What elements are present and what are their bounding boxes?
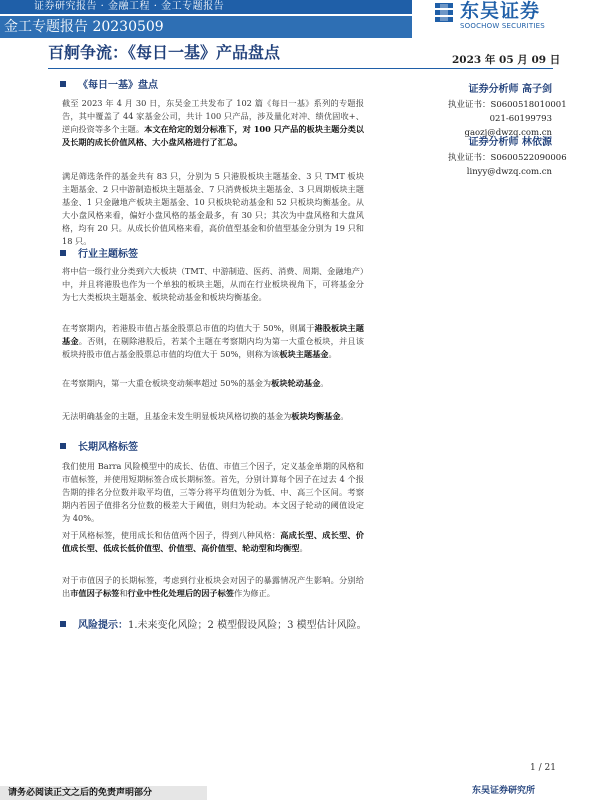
section-heading-overview: 《每日一基》盘点 bbox=[60, 79, 158, 93]
report-title: 百舸争流：《每日一基》产品盘点 bbox=[48, 43, 281, 62]
paragraph-industry-2: 在考察期内，若港股市值占基金股票总市值的均值大于 50%，则属于港股板块主题基金。否则，在剔除港股后，若某个主题在考察期内均为第一大重仓板块，并且该板块持股市值占基金股票总市值的均值大于 50%，则称为该板块主题基金。 bbox=[62, 323, 364, 359]
paragraph-industry-3: 在考察期内，第一大重仓板块变动频率超过 50%的基金为板块轮动基金。 bbox=[62, 378, 329, 388]
paragraph-overview-1: 截至 2023 年 4 月 30 日，东吴金工共发布了 102 篇《每日一基》系列的专题报告，其中覆盖了 44 家基金公司，共计 100 只产品，涉及量化对冲、绩优固收+、逆向投资等多个主题。本文在给定的划分标准下，对 100 只产品的板块主题分类以及长期的成长价值风格、大小盘风格进行了汇总。 bbox=[62, 98, 364, 147]
disclaimer-bar bbox=[0, 786, 207, 800]
paragraph-industry-1: 将中信一级行业分类到六大板块（TMT、中游制造、医药、消费、周期、金融地产）中，并且将港股也作为一个单独的板块主题，从而在行业板块视角下，可将基金分为七大类板块主题基金、板块轮动基金和板块均衡基金。 bbox=[62, 266, 364, 302]
paragraph-industry-4: 无法明确基金的主题，且基金未发生明显板块风格切换的基金为板块均衡基金。 bbox=[62, 411, 349, 421]
page-number: 1 / 21 bbox=[530, 763, 556, 773]
analyst-cert: 执业证书：S0600518010001 bbox=[448, 100, 567, 110]
company-logo bbox=[420, 0, 580, 34]
top-banner bbox=[0, 0, 412, 14]
analyst-phone: 021-60199793 bbox=[489, 114, 552, 124]
paragraph-style-1: 我们使用 Barra 风险模型中的成长、估值、市值三个因子，定义基金单期的风格和市值标签，并使用短期标签合成长期标签。首先，分别计算每个因子在过去 4 个报告期的排名分位数并取平均值，三等分将平均值划分为低、中、高三个区间。考察期内若因子值排名分位数的极差大于阈值，则归为轮动。本文因子轮动的阈值设定为 40%。 bbox=[62, 461, 364, 523]
bullet-square-icon bbox=[60, 621, 66, 627]
risk-warning: 风险提示：1.未来变化风险；2 模型假设风险；3 模型估计风险。 bbox=[60, 619, 367, 633]
analyst-card-2 bbox=[448, 135, 567, 179]
analyst-title: 证券分析师 高子剑 bbox=[468, 84, 552, 95]
section-heading-industry-theme: 行业主题标签 bbox=[60, 248, 138, 262]
report-date: 2023 年 05 月 09 日 bbox=[452, 54, 561, 66]
bullet-square-icon bbox=[60, 250, 66, 256]
paragraph-style-3: 对于市值因子的长期标签，考虑到行业板块会对因子的暴露情况产生影响。分别给出市值因子标签和行业中性化处理后的因子标签作为修正。 bbox=[62, 575, 364, 598]
analyst-cert: 执业证书：S0600522090006 bbox=[448, 153, 567, 163]
analyst-title: 证券分析师 林依源 bbox=[468, 137, 552, 148]
disclaimer-text: 请务必阅读正文之后的免责声明部分 bbox=[8, 788, 153, 798]
logo-text-en: SOOCHOW SECURITIES bbox=[460, 22, 545, 30]
report-tag-banner bbox=[0, 16, 412, 38]
bullet-square-icon bbox=[60, 443, 66, 449]
report-category: 证券研究报告 · 金融工程 · 金工专题报告 bbox=[34, 1, 225, 12]
analyst-email[interactable]: linyy@dwzq.com.cn bbox=[466, 167, 552, 177]
bullet-square-icon bbox=[60, 81, 66, 87]
report-tag: 金工专题报告 20230509 bbox=[4, 19, 164, 35]
logo-mark-icon bbox=[434, 2, 454, 24]
title-divider bbox=[48, 68, 553, 69]
paragraph-style-2: 对于风格标签，使用成长和估值两个因子，得到八种风格：高成长型、成长型、价值成长型、低成长低价值型、价值型、高价值型、轮动型和均衡型。 bbox=[62, 530, 364, 553]
analyst-email[interactable]: gaozj@dwzq.com.cn bbox=[464, 128, 552, 138]
analyst-card-1 bbox=[448, 82, 567, 140]
paragraph-overview-2: 满足筛选条件的基金共有 83 只，分别为 5 只港股板块主题基金、3 只 TMT 板块主题基金、2 只中游制造板块主题基金、7 只消费板块主题基金、3 只周期板块主题基金、1 只金融地产板块主题基金、10 只板块轮动基金和 52 只板块均衡基金。从大小盘风格来看，偏好小盘风格的基金最多，有 30 只；其次为中盘风格和大盘风格，均有 20 只。从成长价值风格来看，高价值型基金和价值型基金分别为 19 只和 18 只。 bbox=[62, 171, 364, 246]
research-institute: 东吴证券研究所 bbox=[472, 786, 536, 796]
section-heading-long-term-style: 长期风格标签 bbox=[60, 441, 138, 455]
logo-text-cn: 东吴证券 bbox=[460, 0, 541, 22]
